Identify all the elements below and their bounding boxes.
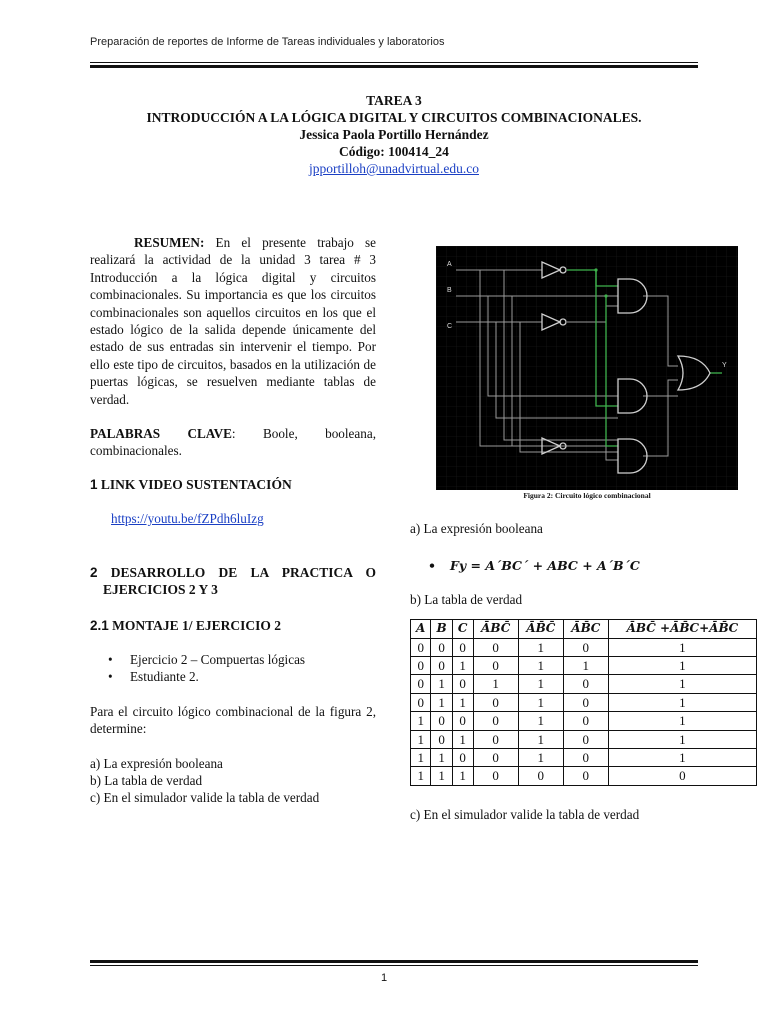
table-cell: 0 bbox=[452, 638, 473, 656]
table-cell: 0 bbox=[563, 730, 608, 748]
table-cell: 0 bbox=[473, 767, 518, 785]
table-row bbox=[411, 638, 757, 656]
table-row bbox=[411, 712, 757, 730]
circuit-figure bbox=[436, 246, 738, 490]
keywords-label: PALABRAS CLAVE bbox=[90, 426, 232, 442]
table-cell: 1 bbox=[431, 749, 452, 767]
table-cell: 1 bbox=[431, 675, 452, 693]
footer-rule-thin bbox=[90, 965, 698, 966]
list-item: a) La expresión booleana bbox=[90, 755, 223, 771]
table-cell: 0 bbox=[431, 730, 452, 748]
student-code: Código: 100414_24 bbox=[339, 144, 449, 159]
table-cell: 0 bbox=[452, 712, 473, 730]
table-row bbox=[411, 767, 757, 785]
table-cell: 0 bbox=[411, 693, 431, 711]
list-item: • Estudiante 2. bbox=[90, 668, 376, 685]
keywords-paragraph bbox=[90, 425, 376, 460]
abstract-paragraph bbox=[90, 234, 376, 408]
table-cell: 0 bbox=[563, 749, 608, 767]
col-header-term3: ĀB̄C bbox=[563, 620, 608, 638]
table-cell: 1 bbox=[563, 657, 608, 675]
header-rule-thin bbox=[90, 62, 698, 63]
table-cell: 1 bbox=[452, 693, 473, 711]
simulator-label: c) En el simulador valide la tabla de verdad bbox=[410, 806, 640, 822]
table-cell: 1 bbox=[452, 730, 473, 748]
table-cell: 1 bbox=[411, 767, 431, 785]
expression-label: a) La expresión booleana bbox=[410, 521, 543, 536]
input-c-label: C bbox=[447, 323, 453, 330]
table-cell: 1 bbox=[608, 749, 756, 767]
table-cell: 0 bbox=[411, 657, 431, 675]
table-cell: 0 bbox=[411, 638, 431, 656]
task-label: TAREA 3 bbox=[366, 93, 422, 108]
exercise-intro: Para el circuito lógico combinacional de la figura 2, determine: bbox=[90, 703, 376, 737]
table-cell: 1 bbox=[452, 657, 473, 675]
truth-table-label: b) La tabla de verdad bbox=[410, 591, 523, 607]
grid-background bbox=[436, 246, 738, 490]
table-cell: 1 bbox=[518, 730, 563, 748]
table-cell: 0 bbox=[431, 638, 452, 656]
input-a-label: A bbox=[447, 261, 452, 268]
table-row bbox=[411, 675, 757, 693]
table-cell: 0 bbox=[608, 767, 756, 785]
col-header-term2: ĀB̄C̄ bbox=[518, 620, 563, 638]
table-cell: 0 bbox=[563, 638, 608, 656]
table-cell: 0 bbox=[563, 693, 608, 711]
abstract-label: RESUMEN: bbox=[134, 235, 205, 250]
table-cell: 1 bbox=[608, 712, 756, 730]
col-header-term1: ĀBC̄ bbox=[473, 620, 518, 638]
table-cell: 1 bbox=[411, 749, 431, 767]
table-cell: 1 bbox=[518, 712, 563, 730]
table-cell: 1 bbox=[431, 767, 452, 785]
truth-table bbox=[410, 619, 757, 786]
running-header: Preparación de reportes de Informe de Tareas individuales y laboratorios bbox=[90, 36, 445, 48]
title-block bbox=[90, 92, 698, 177]
keywords-text: : Boole, booleana, combinacionales. bbox=[90, 426, 376, 459]
table-cell: 0 bbox=[473, 749, 518, 767]
table-cell: 0 bbox=[452, 675, 473, 693]
table-cell: 0 bbox=[563, 712, 608, 730]
table-cell: 1 bbox=[518, 675, 563, 693]
table-cell: 1 bbox=[518, 657, 563, 675]
col-header-c: C bbox=[452, 620, 473, 638]
expression-list bbox=[410, 557, 760, 574]
list-item: c) En el simulador valide la tabla de verdad bbox=[90, 790, 320, 806]
exercise-items bbox=[90, 755, 376, 807]
table-cell: 0 bbox=[563, 767, 608, 785]
boolean-expression: • Fy = A´BC´ + ABC + A´B´C bbox=[410, 557, 760, 574]
table-cell: 0 bbox=[431, 657, 452, 675]
author-email-link[interactable]: jpportilloh@unadvirtual.edu.co bbox=[309, 161, 479, 176]
truth-table-body bbox=[411, 638, 757, 785]
left-column bbox=[90, 234, 376, 807]
truth-table-header-row bbox=[411, 620, 757, 638]
table-cell: 0 bbox=[411, 675, 431, 693]
table-cell: 0 bbox=[473, 730, 518, 748]
exercise-bullets bbox=[90, 651, 376, 686]
author-name: Jessica Paola Portillo Hernández bbox=[299, 127, 489, 142]
section-1-heading: 1 LINK VIDEO SUSTENTACIÓN bbox=[90, 476, 292, 492]
table-cell: 1 bbox=[518, 638, 563, 656]
table-cell: 1 bbox=[608, 657, 756, 675]
header-rule-thick bbox=[90, 65, 698, 68]
table-cell: 1 bbox=[518, 693, 563, 711]
document-title: INTRODUCCIÓN A LA LÓGICA DIGITAL Y CIRCUITOS COMBINACIONALES. bbox=[146, 110, 642, 125]
table-cell: 1 bbox=[518, 749, 563, 767]
table-cell: 1 bbox=[608, 675, 756, 693]
table-cell: 1 bbox=[608, 693, 756, 711]
table-row bbox=[411, 657, 757, 675]
output-y-label: Y bbox=[722, 362, 727, 369]
table-cell: 1 bbox=[608, 730, 756, 748]
table-cell: 0 bbox=[473, 657, 518, 675]
col-header-a: A bbox=[411, 620, 431, 638]
list-item: b) La tabla de verdad bbox=[90, 772, 203, 788]
table-cell: 1 bbox=[411, 730, 431, 748]
table-cell: 0 bbox=[431, 712, 452, 730]
video-link[interactable]: https://youtu.be/fZPdh6luIzg bbox=[111, 511, 264, 527]
section-2-1-heading: 2.1 MONTAJE 1/ EJERCICIO 2 bbox=[90, 617, 282, 633]
table-cell: 0 bbox=[563, 675, 608, 693]
table-cell: 1 bbox=[431, 693, 452, 711]
abstract-text: En el presente trabajo se realizará la actividad de la unidad 3 tarea # 3 Introducción a la lógica digital y circuitos combinacionales. Su importancia es que los circuitos combinacionales son aquellos circuitos en los que el estado lógico de la salida depende únicamente del estado de sus entradas sin intervenir el tiempo. Por ello este tipo de circuitos, basados en la utilización de puertas lógicas, se resuelven mediante tablas de verdad. bbox=[90, 235, 376, 407]
logic-circuit-diagram bbox=[436, 246, 738, 490]
table-row bbox=[411, 749, 757, 767]
section-2-heading: 2 DESARROLLO DE LA PRACTICA O EJERCICIOS 2 Y 3 bbox=[90, 564, 376, 598]
page-number: 1 bbox=[380, 972, 388, 984]
table-cell: 0 bbox=[518, 767, 563, 785]
col-header-b: B bbox=[431, 620, 452, 638]
table-row bbox=[411, 693, 757, 711]
footer-rule-thick bbox=[90, 960, 698, 963]
table-cell: 0 bbox=[473, 712, 518, 730]
table-cell: 0 bbox=[452, 749, 473, 767]
figure-caption: Figura 2: Circuito lógico combinacional bbox=[523, 491, 651, 500]
table-cell: 1 bbox=[608, 638, 756, 656]
table-cell: 1 bbox=[411, 712, 431, 730]
table-cell: 1 bbox=[473, 675, 518, 693]
input-b-label: B bbox=[447, 287, 452, 294]
table-cell: 0 bbox=[473, 638, 518, 656]
list-item: • Ejercicio 2 – Compuertas lógicas bbox=[90, 651, 376, 668]
table-cell: 0 bbox=[473, 693, 518, 711]
table-cell: 1 bbox=[452, 767, 473, 785]
right-column bbox=[410, 520, 760, 823]
table-row bbox=[411, 730, 757, 748]
col-header-sum: ĀBC̄ +ĀB̄C+ĀB̄C bbox=[608, 620, 756, 638]
